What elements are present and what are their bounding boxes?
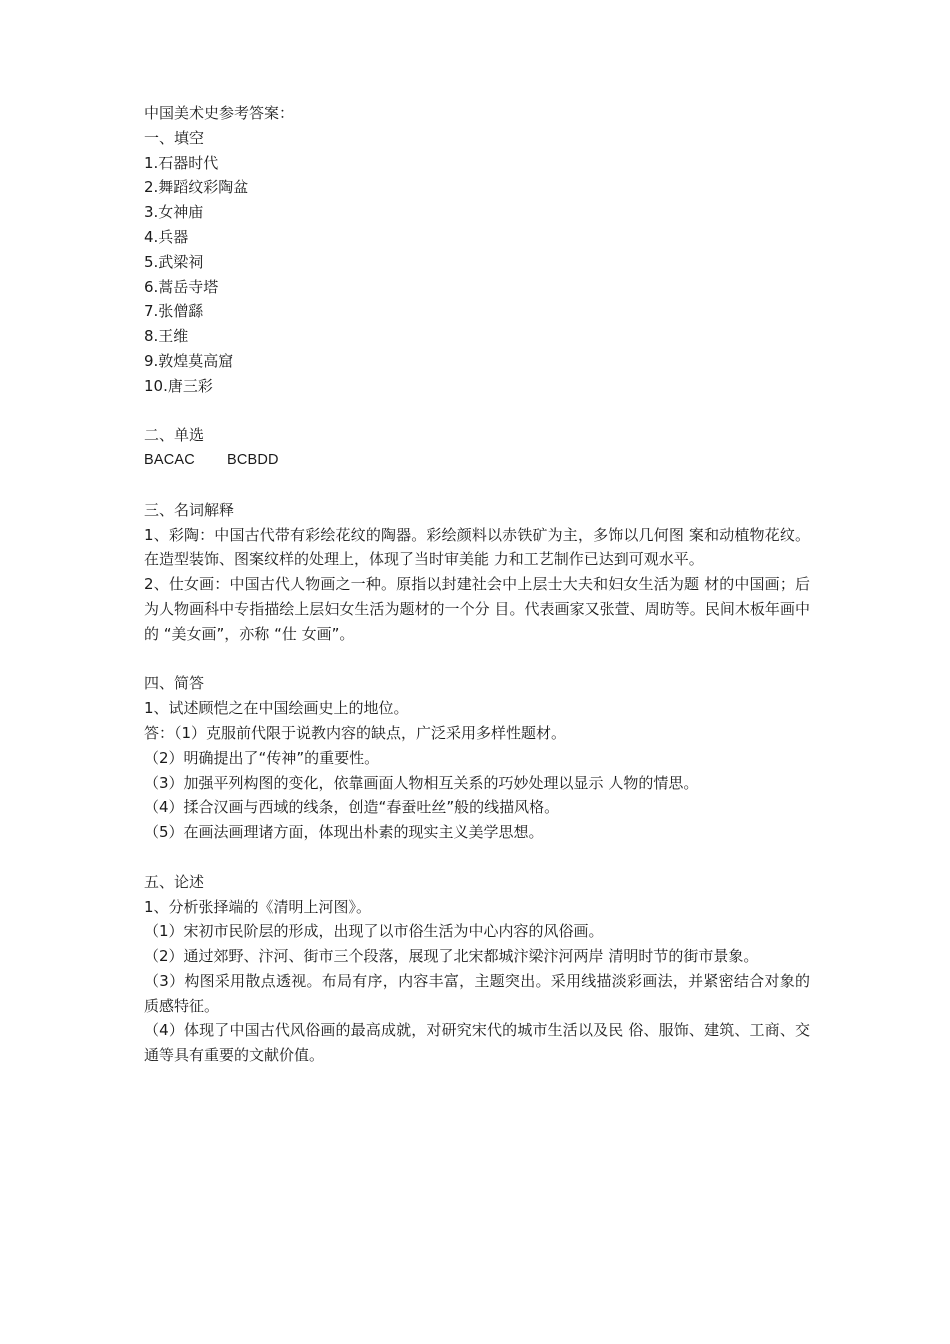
essay-question: 1、分析张择端的《清明上河图》。 bbox=[144, 897, 372, 916]
spacer bbox=[144, 647, 810, 672]
fill-in-answer-1: 1.石器时代 bbox=[144, 153, 219, 172]
short-answer-point-3: （3）加强平列构图的变化，依靠画面人物相互关系的巧妙处理以显示 人物的情思。 bbox=[144, 773, 699, 792]
short-answer-point-1: 答：（1）克服前代限于说教内容的缺点，广泛采用多样性题材。 bbox=[144, 723, 567, 742]
section-heading-single-choice: 二、单选 bbox=[144, 426, 205, 445]
short-answer-point-2: （2）明确提出了“传神”的重要性。 bbox=[144, 748, 380, 767]
section-heading-short-answer: 四、简答 bbox=[144, 674, 205, 693]
essay-point-3: （3）构图采用散点透视。布局有序，内容丰富，主题突出。采用线描淡彩画法，并紧密结合对象的质感特征。 bbox=[144, 971, 810, 1015]
fill-in-answer-10: 10.唐三彩 bbox=[144, 376, 213, 395]
fill-in-answer-3: 3.女神庙 bbox=[144, 203, 204, 222]
short-answer-point-4: （4）揉合汉画与西域的线条，创造“春蚕吐丝”般的线描风格。 bbox=[144, 798, 560, 817]
term-explanation-1: 1、彩陶：中国古代带有彩绘花纹的陶器。彩绘颜料以赤铁矿为主，多饰以几何图 案和动植物花纹。在造型装饰、图案纹样的处理上，体现了当时审美能 力和工艺制作已达到可观水平。 bbox=[144, 525, 810, 569]
section-heading-essay: 五、论述 bbox=[144, 872, 205, 891]
short-answer-point-5: （5）在画法画理诸方面，体现出朴素的现实主义美学思想。 bbox=[144, 823, 544, 842]
fill-in-answer-5: 5.武梁祠 bbox=[144, 252, 204, 271]
spacer bbox=[144, 399, 810, 424]
document-title: 中国美术史参考答案： bbox=[144, 104, 295, 122]
fill-in-answer-7: 7.张僧繇 bbox=[144, 302, 204, 321]
section-heading-fill-in: 一、填空 bbox=[144, 128, 205, 147]
essay-point-4: （4）体现了中国古代风俗画的最高成就，对研究宋代的城市生活以及民 俗、服饰、建筑、工商、交通等具有重要的文献价值。 bbox=[144, 1021, 810, 1065]
essay-point-1: （1）宋初市民阶层的形成，出现了以市俗生活为中心内容的风俗画。 bbox=[144, 922, 604, 941]
short-answer-question: 1、试述顾恺之在中国绘画史上的地位。 bbox=[144, 699, 409, 718]
single-choice-answers bbox=[144, 448, 810, 473]
spacer bbox=[144, 473, 810, 498]
single-choice-group-1: BACAC bbox=[144, 452, 195, 469]
fill-in-answer-6: 6.蒿岳寺塔 bbox=[144, 277, 219, 296]
fill-in-answer-9: 9.敦煌莫高窟 bbox=[144, 351, 234, 370]
fill-in-answer-2: 2.舞蹈纹彩陶盆 bbox=[144, 178, 249, 197]
essay-point-2: （2）通过郊野、汴河、街市三个段落，展现了北宋都城汴梁汴河两岸 清明时节的街市景象。 bbox=[144, 947, 759, 966]
term-explanation-2: 2、仕女画：中国古代人物画之一种。原指以封建社会中上层士大夫和妇女生活为题 材的中国画；后为人物画科中专指描绘上层妇女生活为题材的一个分 目。代表画家又张萱、周昉等。民间木板年画中的 “美女画”，亦称 “仕 女画”。 bbox=[144, 575, 810, 643]
section-heading-term-explanation: 三、名词解释 bbox=[144, 500, 235, 519]
fill-in-answer-8: 8.王维 bbox=[144, 327, 189, 346]
fill-in-answer-4: 4.兵器 bbox=[144, 227, 189, 246]
document-page bbox=[144, 101, 810, 1068]
spacer bbox=[144, 845, 810, 870]
single-choice-group-2: BCBDD bbox=[226, 452, 279, 469]
